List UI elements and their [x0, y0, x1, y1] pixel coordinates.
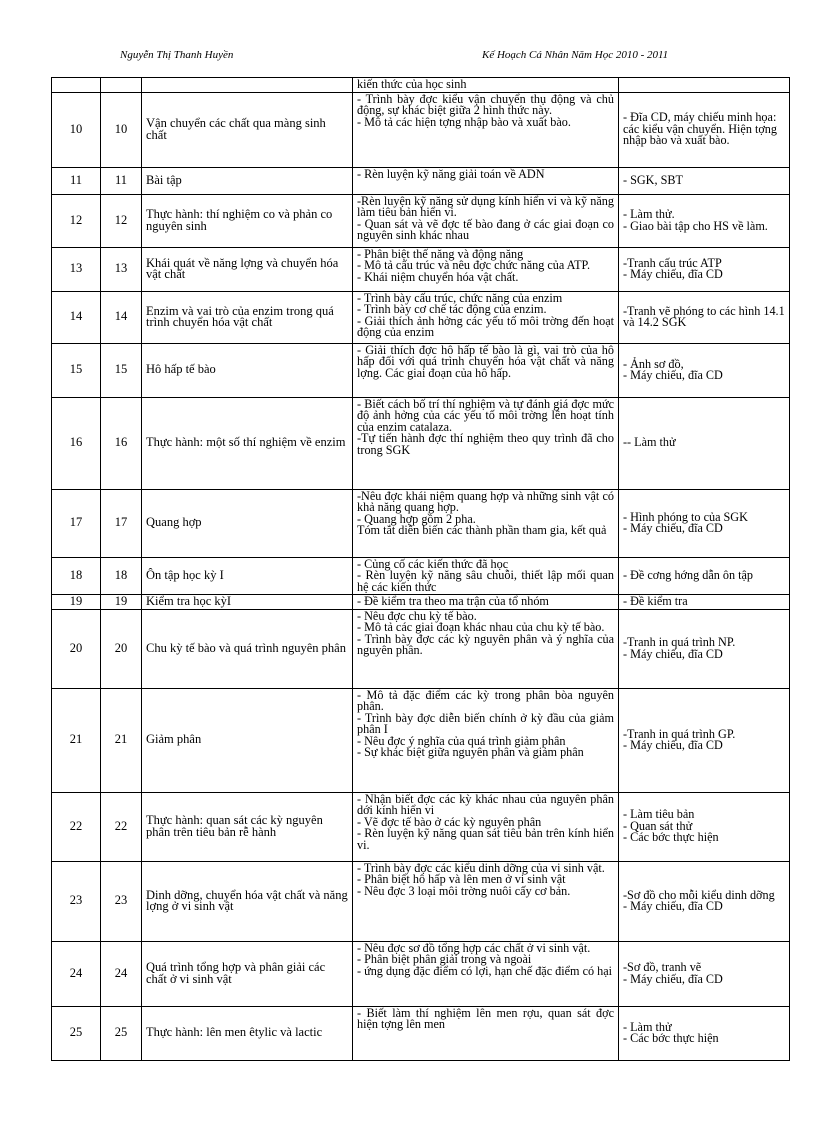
text-line: - Quan sát thử [623, 818, 693, 833]
table-row [52, 941, 790, 1006]
text-line: - Máy chiếu, đĩa CD [623, 738, 723, 752]
text-line: - Mô tả các giai đoạn khác nhau của chu kỳ tế bào. [357, 620, 605, 634]
text-line: - Trình bày cơ chế tác động của enzim. [357, 302, 547, 316]
objectives-cell [353, 167, 619, 194]
text-line: - Làm tiêu bản [623, 807, 695, 822]
week-cell: 22 [52, 792, 101, 861]
materials-cell [619, 92, 790, 167]
lesson-title-cell: Hô hấp tế bào [142, 343, 353, 397]
week-cell: 11 [52, 167, 101, 194]
week-cell: 20 [52, 609, 101, 688]
objectives-cell [353, 595, 619, 610]
table-row [52, 194, 790, 247]
empty-cell [142, 78, 353, 93]
materials-cell [619, 609, 790, 688]
week-cell: 10 [52, 92, 101, 167]
lesson-number-cell: 11 [101, 167, 142, 194]
text-line: - Biết cách bố trí thí nghiệm và tự đánh giá đợc mức độ ảnh hởng của các yếu tố môi trờng lên hoạt tính của enzim catalaza. [357, 397, 614, 434]
week-cell: 23 [52, 861, 101, 941]
text-line: - Đề kiểm tra theo ma trận của tổ nhóm [357, 594, 549, 608]
text-line: - Máy chiếu, đĩa CD [623, 267, 723, 281]
lesson-number-cell: 20 [101, 609, 142, 688]
text-line: - Phân biệt hô hấp và lên men ở vi sinh vật [357, 872, 566, 886]
text-line: -Tranh vẽ phóng to các hình 14.1 và 14.2 SGK [623, 303, 785, 329]
table-row [52, 1006, 790, 1060]
text-line: - Quan sát và vẽ đợc tế bào đang ở các giai đoạn co nguyên sinh khác nhau [357, 216, 614, 242]
lesson-number-cell: 14 [101, 291, 142, 343]
lesson-title-cell: Thực hành: một số thí nghiệm về enzim [142, 397, 353, 489]
table-row [52, 489, 790, 557]
lesson-number-cell: 24 [101, 941, 142, 1006]
lesson-title-cell: Thực hành: thí nghiệm co và phản co nguyên sinh [142, 194, 353, 247]
lesson-number-cell: 18 [101, 557, 142, 595]
week-cell: 18 [52, 557, 101, 595]
week-cell: 13 [52, 247, 101, 291]
text-line: - ứng dụng đặc điểm có lợi, hạn chế đặc điểm có hại [357, 963, 613, 978]
text-line: - Rèn luyện kỹ năng giải toán về ADN [357, 167, 545, 181]
text-line: -Rèn luyện kỹ năng sử dụng kính hiển vi và kỹ năng làm tiêu bản hiển vi. [357, 194, 614, 219]
text-line: - Mô tả cấu trúc và nêu đợc chức năng của ATP. [357, 258, 591, 272]
empty-cell [101, 78, 142, 93]
text-line: - Máy chiếu, đĩa CD [623, 646, 723, 661]
text-line: - Làm thử [623, 1019, 672, 1034]
lesson-number-cell: 19 [101, 595, 142, 610]
objectives-cell [353, 941, 619, 1006]
text-line: - Mô tả các hiện tợng nhập bào và xuất bào. [357, 114, 571, 129]
text-line: - Rèn luyện kỹ năng quan sát tiêu bản trên kính hiển vi. [357, 826, 614, 852]
lesson-title-cell: Dinh dỡng, chuyển hóa vật chất và năng lợng ở vi sinh vật [142, 861, 353, 941]
text-line: - Trình bày cấu trúc, chức năng của enzim [357, 291, 563, 305]
table-row [52, 167, 790, 194]
week-cell: 25 [52, 1006, 101, 1060]
lesson-number-cell: 23 [101, 861, 142, 941]
lesson-number-cell: 22 [101, 792, 142, 861]
week-cell: 21 [52, 688, 101, 792]
lesson-title-cell: Ôn tập học kỳ I [142, 557, 353, 595]
materials-cell [619, 557, 790, 595]
text-line: - Khái niệm chuyển hóa vật chất. [357, 269, 519, 284]
objectives-cell [353, 397, 619, 489]
text-line: - Trình bày đợc các kiểu dinh dỡng của vi sinh vật. [357, 861, 605, 875]
objectives-cell [353, 92, 619, 167]
lesson-title-cell: Thực hành: quan sát các kỳ nguyên phân trên tiêu bản rễ hành [142, 792, 353, 861]
text-line: - Vẽ đợc tế bào ở các kỳ nguyên phân [357, 814, 542, 829]
materials-cell [619, 397, 790, 489]
table-row [52, 78, 790, 93]
text-line: - Sự khác biệt giữa nguyên phân và giảm phân [357, 745, 584, 759]
empty-cell [52, 78, 101, 93]
week-cell: 17 [52, 489, 101, 557]
objectives-cell [353, 291, 619, 343]
table-row [52, 92, 790, 167]
header-author: Nguyễn Thị Thanh Huyền [120, 49, 234, 61]
text-line: - Làm thử. [623, 207, 675, 221]
materials-cell [619, 291, 790, 343]
lesson-number-cell: 13 [101, 247, 142, 291]
lesson-title-cell: Quang hợp [142, 489, 353, 557]
text-line: kiến thức của học sinh [357, 77, 467, 91]
materials-cell [619, 194, 790, 247]
materials-cell [619, 861, 790, 941]
text-line: - Trình bày đợc diễn biến chính ở kỳ đầu của giảm phân I [357, 710, 614, 736]
text-line: - Các bớc thực hiện [623, 830, 719, 845]
objectives-cell [353, 1006, 619, 1060]
text-line: - Giải thích ảnh hởng các yếu tố môi trờng đến hoạt động của enzim [357, 313, 614, 339]
lesson-plan-table [51, 77, 790, 1061]
text-line: -Tự tiến hành đợc thí nghiệm theo quy trình đã cho trong SGK [357, 431, 614, 457]
text-line: - Ảnh sơ đồ, [623, 356, 684, 371]
text-line: - Nhận biết đợc các kỳ khác nhau của nguyên phân dới kính hiển vi [357, 792, 614, 817]
table-row [52, 343, 790, 397]
text-line: - Nêu đợc chu kỳ tế bào. [357, 609, 477, 623]
text-line: -Sơ đồ, tranh vẽ [623, 960, 702, 974]
text-line: - Nêu đợc ý nghĩa của quá trình giảm phân [357, 733, 566, 748]
lesson-title-cell: Khái quát về năng lợng và chuyển hóa vật chất [142, 247, 353, 291]
text-line: - Máy chiếu, đĩa CD [623, 368, 723, 382]
empty-cell [619, 78, 790, 93]
text-line: - Rèn luyện kỹ năng sâu chuỗi, thiết lập mối quan hệ các kiến thức [357, 568, 614, 594]
text-line: - Giải thích đợc hô hấp tế bào là gì, vai trò của hô hấp đối với quá trình chuyển hóa vật chất và năng lợng. Các giai đoạn của hô hấp. [357, 343, 614, 380]
table-row [52, 291, 790, 343]
week-cell: 15 [52, 343, 101, 397]
lesson-number-cell: 10 [101, 92, 142, 167]
text-line: -- Làm thử [623, 435, 676, 450]
text-line: -Tranh cấu trúc ATP [623, 255, 722, 270]
text-line: -Nêu đợc khái niệm quang hợp và những sinh vật có khả năng quang hợp. [357, 489, 614, 514]
materials-cell [619, 489, 790, 557]
week-cell: 24 [52, 941, 101, 1006]
objectives-cell [353, 792, 619, 861]
text-line: - Máy chiếu, đĩa CD [623, 899, 723, 913]
lesson-number-cell: 16 [101, 397, 142, 489]
lesson-title-cell: Thực hành: lên men êtylic và lactic [142, 1006, 353, 1060]
week-cell: 14 [52, 291, 101, 343]
week-cell: 19 [52, 595, 101, 610]
materials-cell [619, 247, 790, 291]
lesson-number-cell: 17 [101, 489, 142, 557]
objectives-cell [353, 688, 619, 792]
materials-cell [619, 792, 790, 861]
materials-cell [619, 343, 790, 397]
lesson-number-cell: 25 [101, 1006, 142, 1060]
objectives-cell [353, 489, 619, 557]
materials-cell [619, 595, 790, 610]
text-line: - Máy chiếu, đĩa CD [623, 521, 723, 535]
text-line: - Đĩa CD, máy chiếu minh họa: các kiểu vận chuyển. Hiện tợng nhập bào và xuất bào. [623, 110, 777, 148]
text-line: - Máy chiếu, đĩa CD [623, 971, 723, 986]
table-body [52, 78, 790, 1061]
text-line: - Hình phóng to của SGK [623, 509, 748, 524]
lesson-title-cell: Quá trình tổng hợp và phân giải các chất ở vi sinh vật [142, 941, 353, 1006]
week-cell: 16 [52, 397, 101, 489]
text-line: - Mô tả đặc điểm các kỳ trong phân bòa nguyên phân. [357, 688, 614, 713]
text-line: - Biết làm thí nghiệm lên men rợu, quan sát đợc hiện tợng lên men [357, 1006, 614, 1031]
lesson-number-cell: 15 [101, 343, 142, 397]
text-line: - Trình bày đợc kiểu vận chuyển thụ động và chủ động, sự khác biệt giữa 2 hình thức này. [357, 92, 614, 117]
text-line: Tóm tắt diễn biến các thành phần tham gia, kết quả [357, 523, 607, 537]
text-line: - Củng cố các kiến thức đã học [357, 557, 509, 571]
lesson-title-cell: Giảm phân [142, 688, 353, 792]
objectives-cell [353, 609, 619, 688]
lesson-title-cell: Kiểm tra học kỳI [142, 595, 353, 610]
text-line: - SGK, SBT [623, 172, 683, 187]
text-line: -Sơ đồ cho mỗi kiểu dinh dỡng [623, 887, 775, 902]
text-line: - Giao bài tập cho HS về làm. [623, 218, 768, 233]
week-cell: 12 [52, 194, 101, 247]
lesson-title-cell: Chu kỳ tế bào và quá trình nguyên phân [142, 609, 353, 688]
objectives-cell [353, 343, 619, 397]
table-row [52, 861, 790, 941]
table-row [52, 247, 790, 291]
lesson-number-cell: 21 [101, 688, 142, 792]
materials-cell [619, 167, 790, 194]
table-row [52, 557, 790, 595]
header-plan-title: Kế Hoạch Cá Nhân Năm Học 2010 - 2011 [482, 49, 669, 61]
text-line: - Phân biệt phân giải trong và ngoài [357, 952, 532, 966]
table-row [52, 792, 790, 861]
objectives-cell [353, 557, 619, 595]
materials-cell [619, 688, 790, 792]
lesson-title-cell: Enzim và vai trò của enzim trong quá trình chuyển hóa vật chất [142, 291, 353, 343]
lesson-title-cell: Bài tập [142, 167, 353, 194]
objectives-cell [353, 861, 619, 941]
lesson-title-cell: Vận chuyển các chất qua màng sinh chất [142, 92, 353, 167]
text-line: -Tranh in quá trình NP. [623, 635, 736, 649]
text-line: - Trình bày đợc các kỳ nguyên phân và ý nghĩa của nguyên phân. [357, 631, 614, 657]
table-row [52, 397, 790, 489]
text-line: - Nêu đợc sơ đồ tổng hợp các chất ở vi sinh vật. [357, 941, 591, 955]
table-row [52, 609, 790, 688]
text-line: - Các bớc thực hiện [623, 1031, 719, 1045]
text-line: - Đề kiểm tra [623, 594, 688, 608]
objectives-cell [353, 247, 619, 291]
objectives-cell [353, 78, 619, 93]
text-line: - Đề cơng hớng dẫn ôn tập [623, 568, 753, 582]
text-line: - Nêu đợc 3 loại môi trờng nuôi cấy cơ bản. [357, 883, 571, 898]
materials-cell [619, 1006, 790, 1060]
objectives-cell [353, 194, 619, 247]
text-line: -Tranh in quá trình GP. [623, 726, 736, 741]
table-row [52, 595, 790, 610]
text-line: - Phân biệt thế năng và động năng [357, 247, 524, 261]
lesson-number-cell: 12 [101, 194, 142, 247]
materials-cell [619, 941, 790, 1006]
table-row [52, 688, 790, 792]
text-line: - Quang hợp gồm 2 pha. [357, 511, 476, 526]
